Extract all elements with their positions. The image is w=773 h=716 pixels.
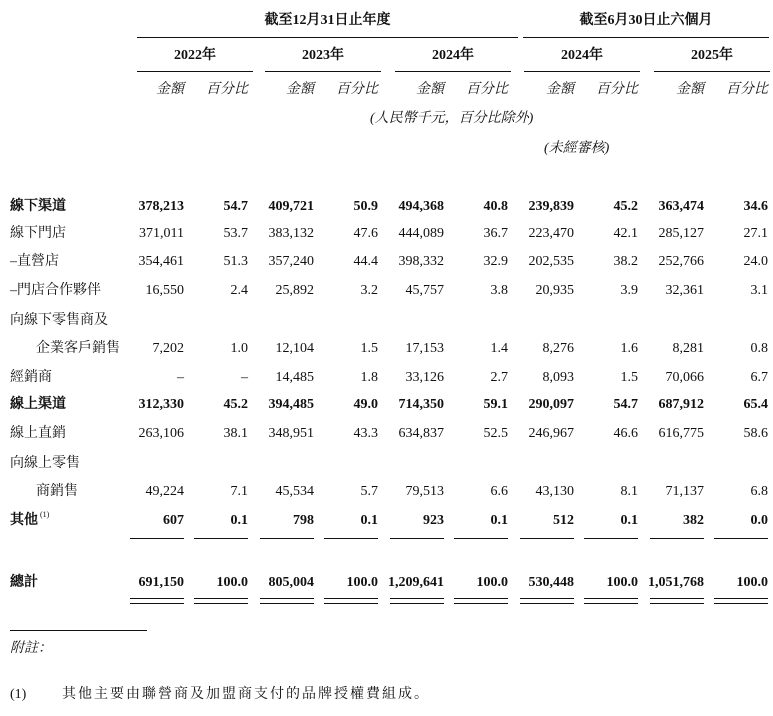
col-percent-header: 百分比 [466, 82, 508, 97]
row-label: –直營店 [10, 254, 59, 269]
value-cell: 0.1 [230, 513, 248, 528]
value-cell: 8,281 [672, 341, 704, 356]
col-amount-header: 金額 [546, 82, 574, 97]
total-value-cell: 100.0 [736, 575, 768, 590]
value-cell: 0.1 [490, 513, 508, 528]
subtotal-rule [584, 538, 638, 539]
total-value-cell: 1,051,768 [648, 575, 704, 590]
subtotal-rule [650, 538, 704, 539]
subtotal-rule [714, 538, 768, 539]
year-header: 2023年 [302, 48, 344, 63]
value-cell: 79,513 [405, 484, 444, 499]
value-cell: 246,967 [528, 426, 574, 441]
row-label: 向線下零售商及 [10, 313, 108, 328]
value-cell: 3.8 [490, 283, 508, 298]
subtotal-rule [520, 538, 574, 539]
value-cell: 263,106 [138, 426, 184, 441]
value-cell: 7.1 [230, 484, 248, 499]
value-cell: 17,153 [405, 341, 444, 356]
value-cell: 0.1 [360, 513, 378, 528]
value-cell: 1.0 [230, 341, 248, 356]
value-cell: 348,951 [268, 426, 314, 441]
value-cell: 0.8 [750, 341, 768, 356]
total-value-cell: 100.0 [606, 575, 638, 590]
value-cell: 202,535 [528, 254, 574, 269]
subtotal-rule [324, 538, 378, 539]
total-value-cell: 100.0 [216, 575, 248, 590]
value-cell: 70,066 [665, 370, 704, 385]
value-cell: 20,935 [535, 283, 574, 298]
value-cell: 44.4 [353, 254, 378, 269]
period-fy-underline [137, 37, 518, 38]
value-cell: 312,330 [138, 397, 184, 412]
total-value-cell: 100.0 [476, 575, 508, 590]
value-cell: 285,127 [658, 226, 704, 241]
year-underline [395, 71, 511, 72]
value-cell: 46.6 [613, 426, 638, 441]
value-cell: 25,892 [275, 283, 314, 298]
value-cell: 45,534 [275, 484, 314, 499]
value-cell: 65.4 [743, 397, 768, 412]
col-percent-header: 百分比 [726, 82, 768, 97]
row-label: 線下渠道 [10, 199, 66, 214]
row-label: 企業客戶銷售 [36, 341, 120, 356]
value-cell: 607 [163, 513, 184, 528]
col-amount-header: 金額 [286, 82, 314, 97]
total-double-rule [714, 598, 768, 604]
year-underline [265, 71, 381, 72]
value-cell: 1.8 [360, 370, 378, 385]
col-percent-header: 百分比 [596, 82, 638, 97]
value-cell: 252,766 [658, 254, 704, 269]
subtotal-rule [130, 538, 184, 539]
value-cell: 6.8 [750, 484, 768, 499]
value-cell: 1.4 [490, 341, 508, 356]
note-number: (1) [10, 687, 27, 702]
col-amount-header: 金額 [676, 82, 704, 97]
value-cell: 52.5 [483, 426, 508, 441]
row-label: 線上渠道 [10, 397, 66, 412]
col-amount-header: 金額 [416, 82, 444, 97]
year-header: 2022年 [174, 48, 216, 63]
value-cell: 1.5 [620, 370, 638, 385]
value-cell: 12,104 [275, 341, 314, 356]
value-cell: 8.1 [620, 484, 638, 499]
value-cell: 43.3 [353, 426, 378, 441]
value-cell: 45.2 [223, 397, 248, 412]
total-double-rule [260, 598, 314, 604]
year-header: 2024年 [432, 48, 474, 63]
value-cell: 398,332 [398, 254, 444, 269]
value-cell: 2.7 [490, 370, 508, 385]
total-double-rule [650, 598, 704, 604]
unaudited-note: (未經審核) [544, 141, 610, 156]
total-value-cell: 691,150 [138, 575, 184, 590]
value-cell: 40.8 [483, 199, 508, 214]
value-cell: 394,485 [268, 397, 314, 412]
value-cell: 42.1 [613, 226, 638, 241]
value-cell: 45,757 [405, 283, 444, 298]
dash-cell: – [177, 370, 184, 385]
value-cell: 49,224 [145, 484, 184, 499]
total-value-cell: 100.0 [346, 575, 378, 590]
value-cell: 383,132 [268, 226, 314, 241]
value-cell: 239,839 [528, 199, 574, 214]
value-cell: 371,011 [139, 226, 184, 241]
value-cell: 6.6 [490, 484, 508, 499]
row-label: 線上直銷 [10, 426, 66, 441]
value-cell: 1.5 [360, 341, 378, 356]
row-label: 其他 [10, 513, 38, 528]
row-label: –門店合作夥伴 [10, 283, 101, 298]
value-cell: 36.7 [483, 226, 508, 241]
value-cell: 38.2 [613, 254, 638, 269]
value-cell: 49.0 [353, 397, 378, 412]
value-cell: 2.4 [230, 283, 248, 298]
total-value-cell: 805,004 [268, 575, 314, 590]
value-cell: 16,550 [145, 283, 184, 298]
value-cell: 0.0 [750, 513, 768, 528]
value-cell: 798 [293, 513, 314, 528]
total-label: 總計 [10, 575, 38, 590]
value-cell: 382 [683, 513, 704, 528]
value-cell: 59.1 [483, 397, 508, 412]
value-cell: 6.7 [750, 370, 768, 385]
total-value-cell: 1,209,641 [388, 575, 444, 590]
footnote-divider [10, 630, 147, 631]
note-text: 其他主要由聯營商及加盟商支付的品牌授權費組成。 [62, 687, 430, 702]
value-cell: 33,126 [405, 370, 444, 385]
total-double-rule [390, 598, 444, 604]
total-double-rule [454, 598, 508, 604]
value-cell: 494,368 [398, 199, 444, 214]
value-cell: 223,470 [528, 226, 574, 241]
period-header-fiscal-year: 截至12月31日止年度 [264, 13, 391, 28]
subtotal-rule [194, 538, 248, 539]
footnote-ref: (1) [40, 510, 50, 519]
value-cell: 32,361 [665, 283, 704, 298]
subtotal-rule [260, 538, 314, 539]
value-cell: 34.6 [743, 199, 768, 214]
total-double-rule [584, 598, 638, 604]
value-cell: 38.1 [223, 426, 248, 441]
dash-cell: – [241, 370, 248, 385]
year-header: 2024年 [561, 48, 603, 63]
col-percent-header: 百分比 [336, 82, 378, 97]
value-cell: 47.6 [353, 226, 378, 241]
value-cell: 512 [553, 513, 574, 528]
value-cell: 0.1 [620, 513, 638, 528]
value-cell: 3.1 [750, 283, 768, 298]
value-cell: 409,721 [268, 199, 314, 214]
value-cell: 363,474 [658, 199, 704, 214]
value-cell: 54.7 [613, 397, 638, 412]
subtotal-rule [454, 538, 508, 539]
value-cell: 714,350 [398, 397, 444, 412]
value-cell: 71,137 [665, 484, 704, 499]
row-label: 向線上零售 [10, 456, 80, 471]
value-cell: 8,276 [542, 341, 574, 356]
period-6m-underline [523, 37, 769, 38]
year-underline [137, 71, 253, 72]
currency-note: (人民幣千元，百分比除外) [370, 111, 534, 126]
value-cell: 14,485 [275, 370, 314, 385]
value-cell: 43,130 [535, 484, 574, 499]
value-cell: 1.6 [620, 341, 638, 356]
total-double-rule [520, 598, 574, 604]
value-cell: 634,837 [398, 426, 444, 441]
value-cell: 50.9 [353, 199, 378, 214]
value-cell: 923 [423, 513, 444, 528]
col-amount-header: 金額 [156, 82, 184, 97]
year-underline [524, 71, 640, 72]
row-label: 經銷商 [10, 370, 52, 385]
value-cell: 53.7 [223, 226, 248, 241]
value-cell: 357,240 [268, 254, 314, 269]
year-header: 2025年 [691, 48, 733, 63]
period-header-six-months: 截至6月30日止六個月 [579, 13, 713, 28]
value-cell: 354,461 [138, 254, 184, 269]
notes-title: 附註： [10, 641, 52, 656]
value-cell: 8,093 [542, 370, 574, 385]
value-cell: 3.2 [360, 283, 378, 298]
col-percent-header: 百分比 [206, 82, 248, 97]
total-double-rule [130, 598, 184, 604]
total-double-rule [324, 598, 378, 604]
total-double-rule [194, 598, 248, 604]
value-cell: 616,775 [658, 426, 704, 441]
value-cell: 58.6 [743, 426, 768, 441]
value-cell: 27.1 [743, 226, 768, 241]
value-cell: 51.3 [223, 254, 248, 269]
value-cell: 290,097 [528, 397, 574, 412]
value-cell: 45.2 [613, 199, 638, 214]
value-cell: 7,202 [152, 341, 184, 356]
row-label: 商銷售 [36, 484, 78, 499]
subtotal-rule [390, 538, 444, 539]
value-cell: 54.7 [223, 199, 248, 214]
total-value-cell: 530,448 [528, 575, 574, 590]
year-underline [654, 71, 770, 72]
value-cell: 32.9 [483, 254, 508, 269]
value-cell: 3.9 [620, 283, 638, 298]
value-cell: 5.7 [360, 484, 378, 499]
row-label: 線下門店 [10, 226, 66, 241]
value-cell: 378,213 [138, 199, 184, 214]
value-cell: 444,089 [398, 226, 444, 241]
value-cell: 24.0 [743, 254, 768, 269]
value-cell: 687,912 [658, 397, 704, 412]
